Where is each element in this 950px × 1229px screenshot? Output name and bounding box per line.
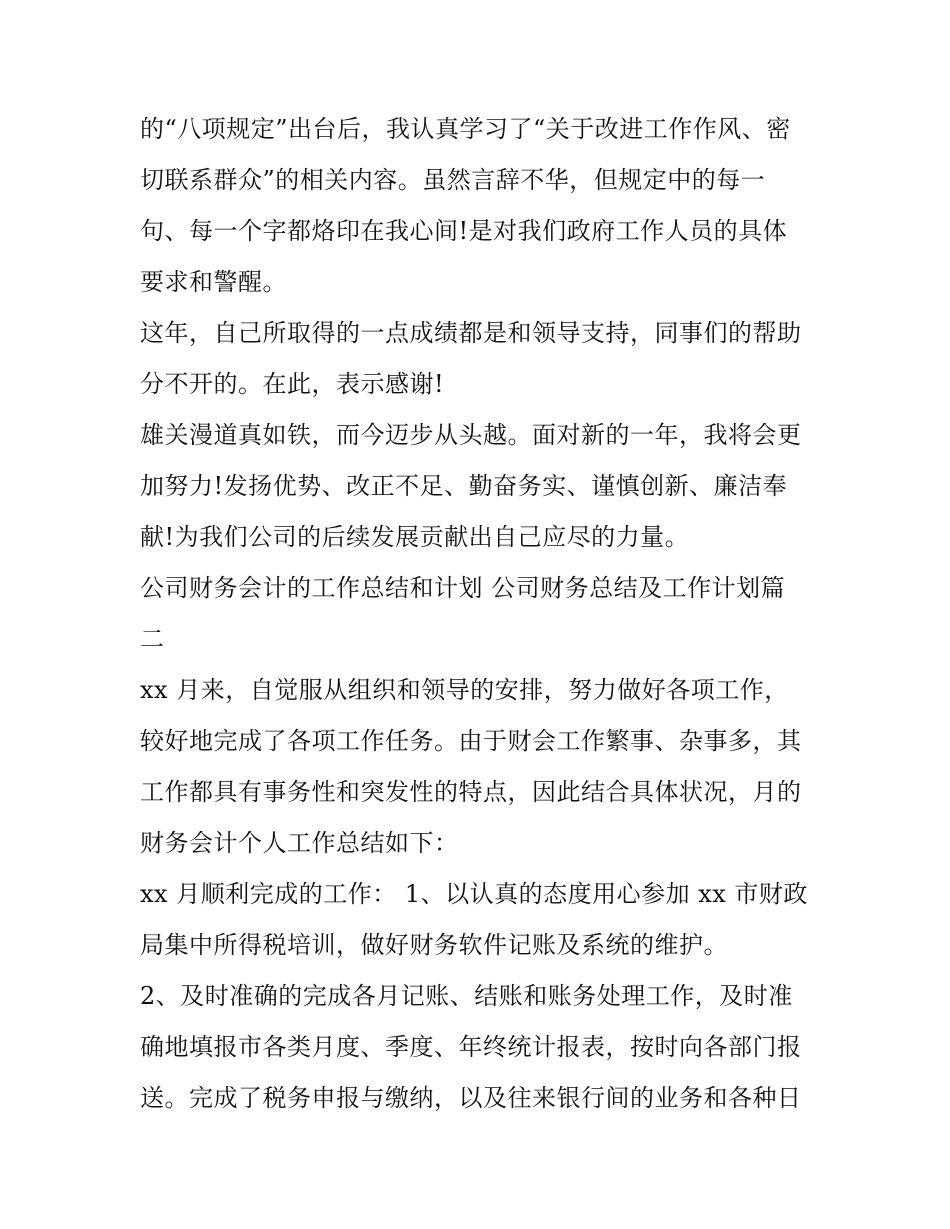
text-line-7: 雄关漫道真如铁，而今迈步从头越。面对新的一年，我将会更 [140, 421, 802, 449]
text-line-6: 分不开的。在此，表示感谢! [140, 370, 445, 398]
text-line-9: 献!为我们公司的后续发展贡献出自己应尽的力量。 [140, 523, 690, 551]
text-line-3: 句、每一个字都烙印在我心间!是对我们政府工作人员的具体 [140, 217, 788, 245]
text-line-2: 切联系群众”的相关内容。虽然言辞不华，但规定中的每一 [140, 166, 766, 194]
document-body [140, 104, 830, 1124]
text-line-5: 这年，自己所取得的一点成绩都是和领导支持，同事们的帮助 [140, 319, 802, 347]
text-line-14: 工作都具有事务性和突发性的特点，因此结合具体状况，月的 [140, 778, 802, 806]
text-line-8: 加努力!发扬优势、改正不足、勤奋务实、谨慎创新、廉洁奉 [140, 472, 788, 500]
text-line-20: 送。完成了税务申报与缴纳，以及往来银行间的业务和各种日 [140, 1084, 802, 1112]
text-line-4: 要求和警醒。 [140, 268, 287, 296]
text-line-12: xx 月来，自觉服从组织和领导的安排，努力做好各项工作， [140, 676, 789, 704]
text-line-15: 财务会计个人工作总结如下： [140, 829, 459, 857]
text-line-13: 较好地完成了各项工作任务。由于财会工作繁事、杂事多，其 [140, 727, 802, 755]
section-heading-line-2: 二 [140, 625, 165, 653]
text-line-17: 局集中所得税培训，做好财务软件记账及系统的维护。 [140, 931, 728, 959]
text-line-1: 的“八项规定”出台后，我认真学习了“关于改进工作作风、密 [140, 115, 791, 143]
text-line-19: 确地填报市各类月度、季度、年终统计报表，按时向各部门报 [140, 1033, 802, 1061]
text-line-16: xx 月顺利完成的工作： 1、以认真的态度用心参加 xx 市财政 [140, 880, 808, 908]
section-heading-line-1: 公司财务会计的工作总结和计划 公司财务总结及工作计划篇 [140, 574, 786, 602]
text-line-18: 2、及时准确的完成各月记账、结账和账务处理工作，及时准 [140, 982, 793, 1010]
